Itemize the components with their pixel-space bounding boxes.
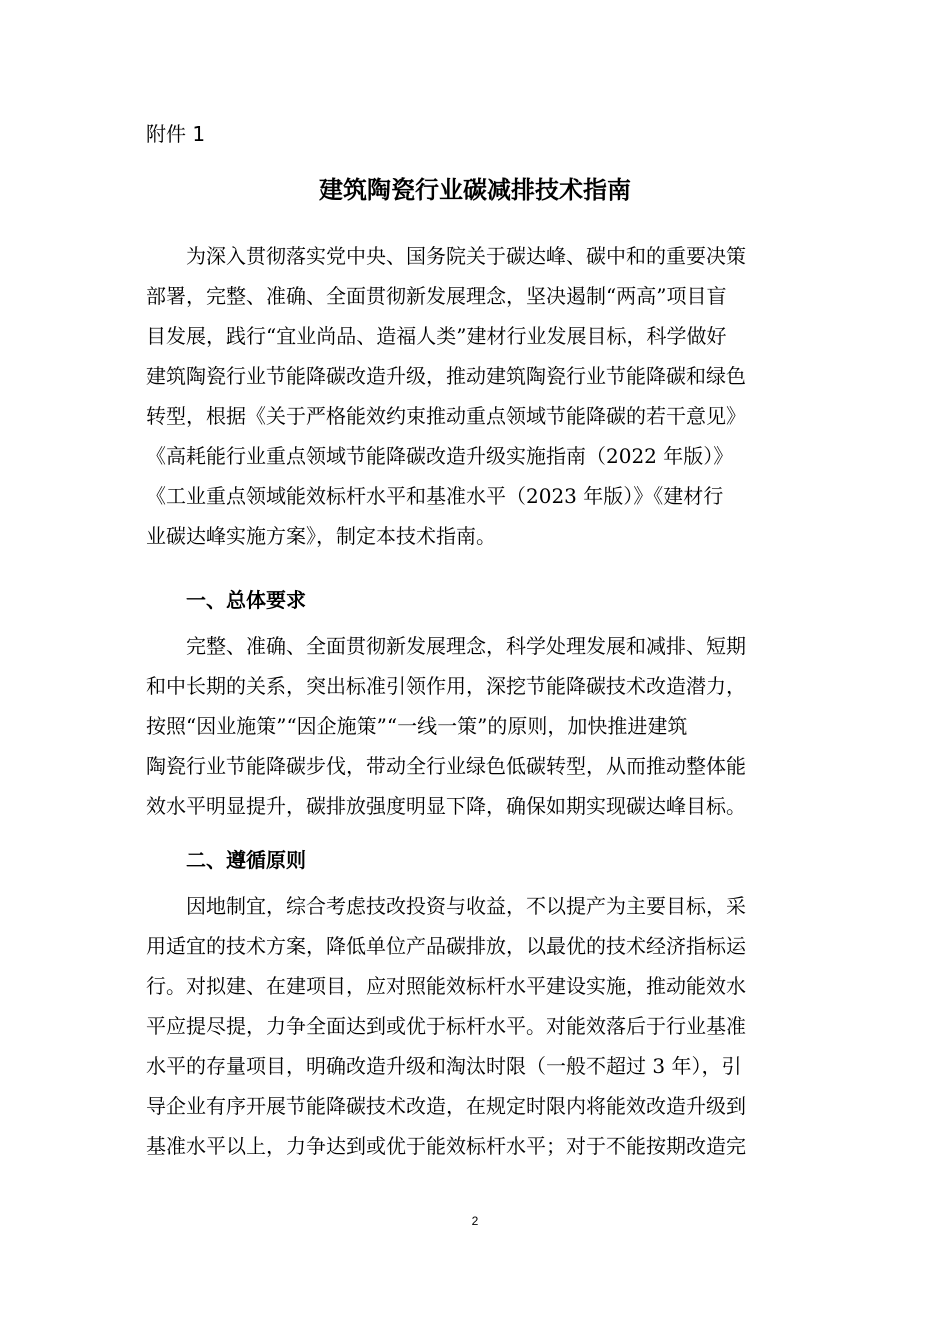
paragraph-line: 和中长期的关系，突出标准引领作用，深挖节能降碳技术改造潜力， — [146, 674, 746, 698]
paragraph-line: 按照“因业施策”“因企施策”“一线一策”的原则，加快推进建筑 — [146, 714, 688, 738]
paragraph-line: 平应提尽提，力争全面达到或优于标杆水平。对能效落后于行业基准 — [146, 1014, 746, 1038]
attachment-label: 附件 1 — [146, 122, 206, 146]
intro-line: 目发展，践行“宜业尚品、造福人类”建材行业发展目标，科学做好 — [146, 324, 727, 348]
intro-line: 《工业重点领域能效标杆水平和基准水平（2023 年版）》《建材行 — [146, 484, 724, 508]
section-heading-principles: 二、遵循原则 — [186, 848, 306, 872]
paragraph-line: 完整、准确、全面贯彻新发展理念，科学处理发展和减排、短期 — [146, 634, 746, 658]
intro-paragraph — [146, 236, 806, 556]
document-title: 建筑陶瓷行业碳减排技术指南 — [319, 176, 631, 204]
paragraph-line: 水平的存量项目，明确改造升级和淘汰时限（一般不超过 3 年），引 — [146, 1054, 742, 1078]
paragraph-line: 行。对拟建、在建项目，应对照能效标杆水平建设实施，推动能效水 — [146, 974, 746, 998]
intro-line: 建筑陶瓷行业节能降碳改造升级，推动建筑陶瓷行业节能降碳和绿色 — [146, 364, 746, 388]
principles-paragraph — [146, 886, 806, 1166]
paragraph-line: 用适宜的技术方案，降低单位产品碳排放，以最优的技术经济指标运 — [146, 934, 746, 958]
intro-line: 转型，根据《关于严格能效约束推动重点领域节能降碳的若干意见》 — [146, 404, 746, 428]
page-number: 2 — [471, 1214, 479, 1228]
intro-line: 部署，完整、准确、全面贯彻新发展理念，坚决遏制“两高”项目盲 — [146, 284, 727, 308]
paragraph-line: 陶瓷行业节能降碳步伐，带动全行业绿色低碳转型，从而推动整体能 — [146, 754, 746, 778]
intro-line: 为深入贯彻落实党中央、国务院关于碳达峰、碳中和的重要决策 — [146, 244, 746, 268]
paragraph-line: 导企业有序开展节能降碳技术改造，在规定时限内将能效改造升级到 — [146, 1094, 746, 1118]
paragraph-line: 基准水平以上，力争达到或优于能效标杆水平；对于不能按期改造完 — [146, 1134, 746, 1158]
general-requirements-paragraph — [146, 626, 806, 826]
paragraph-line: 因地制宜，综合考虑技改投资与收益，不以提产为主要目标，采 — [146, 894, 746, 918]
section-heading-general-requirements: 一、总体要求 — [186, 588, 306, 612]
intro-line: 业碳达峰实施方案》，制定本技术指南。 — [146, 524, 496, 548]
intro-line: 《高耗能行业重点领域节能降碳改造升级实施指南（2022 年版）》 — [146, 444, 734, 468]
paragraph-line: 效水平明显提升，碳排放强度明显下降，确保如期实现碳达峰目标。 — [146, 794, 746, 818]
